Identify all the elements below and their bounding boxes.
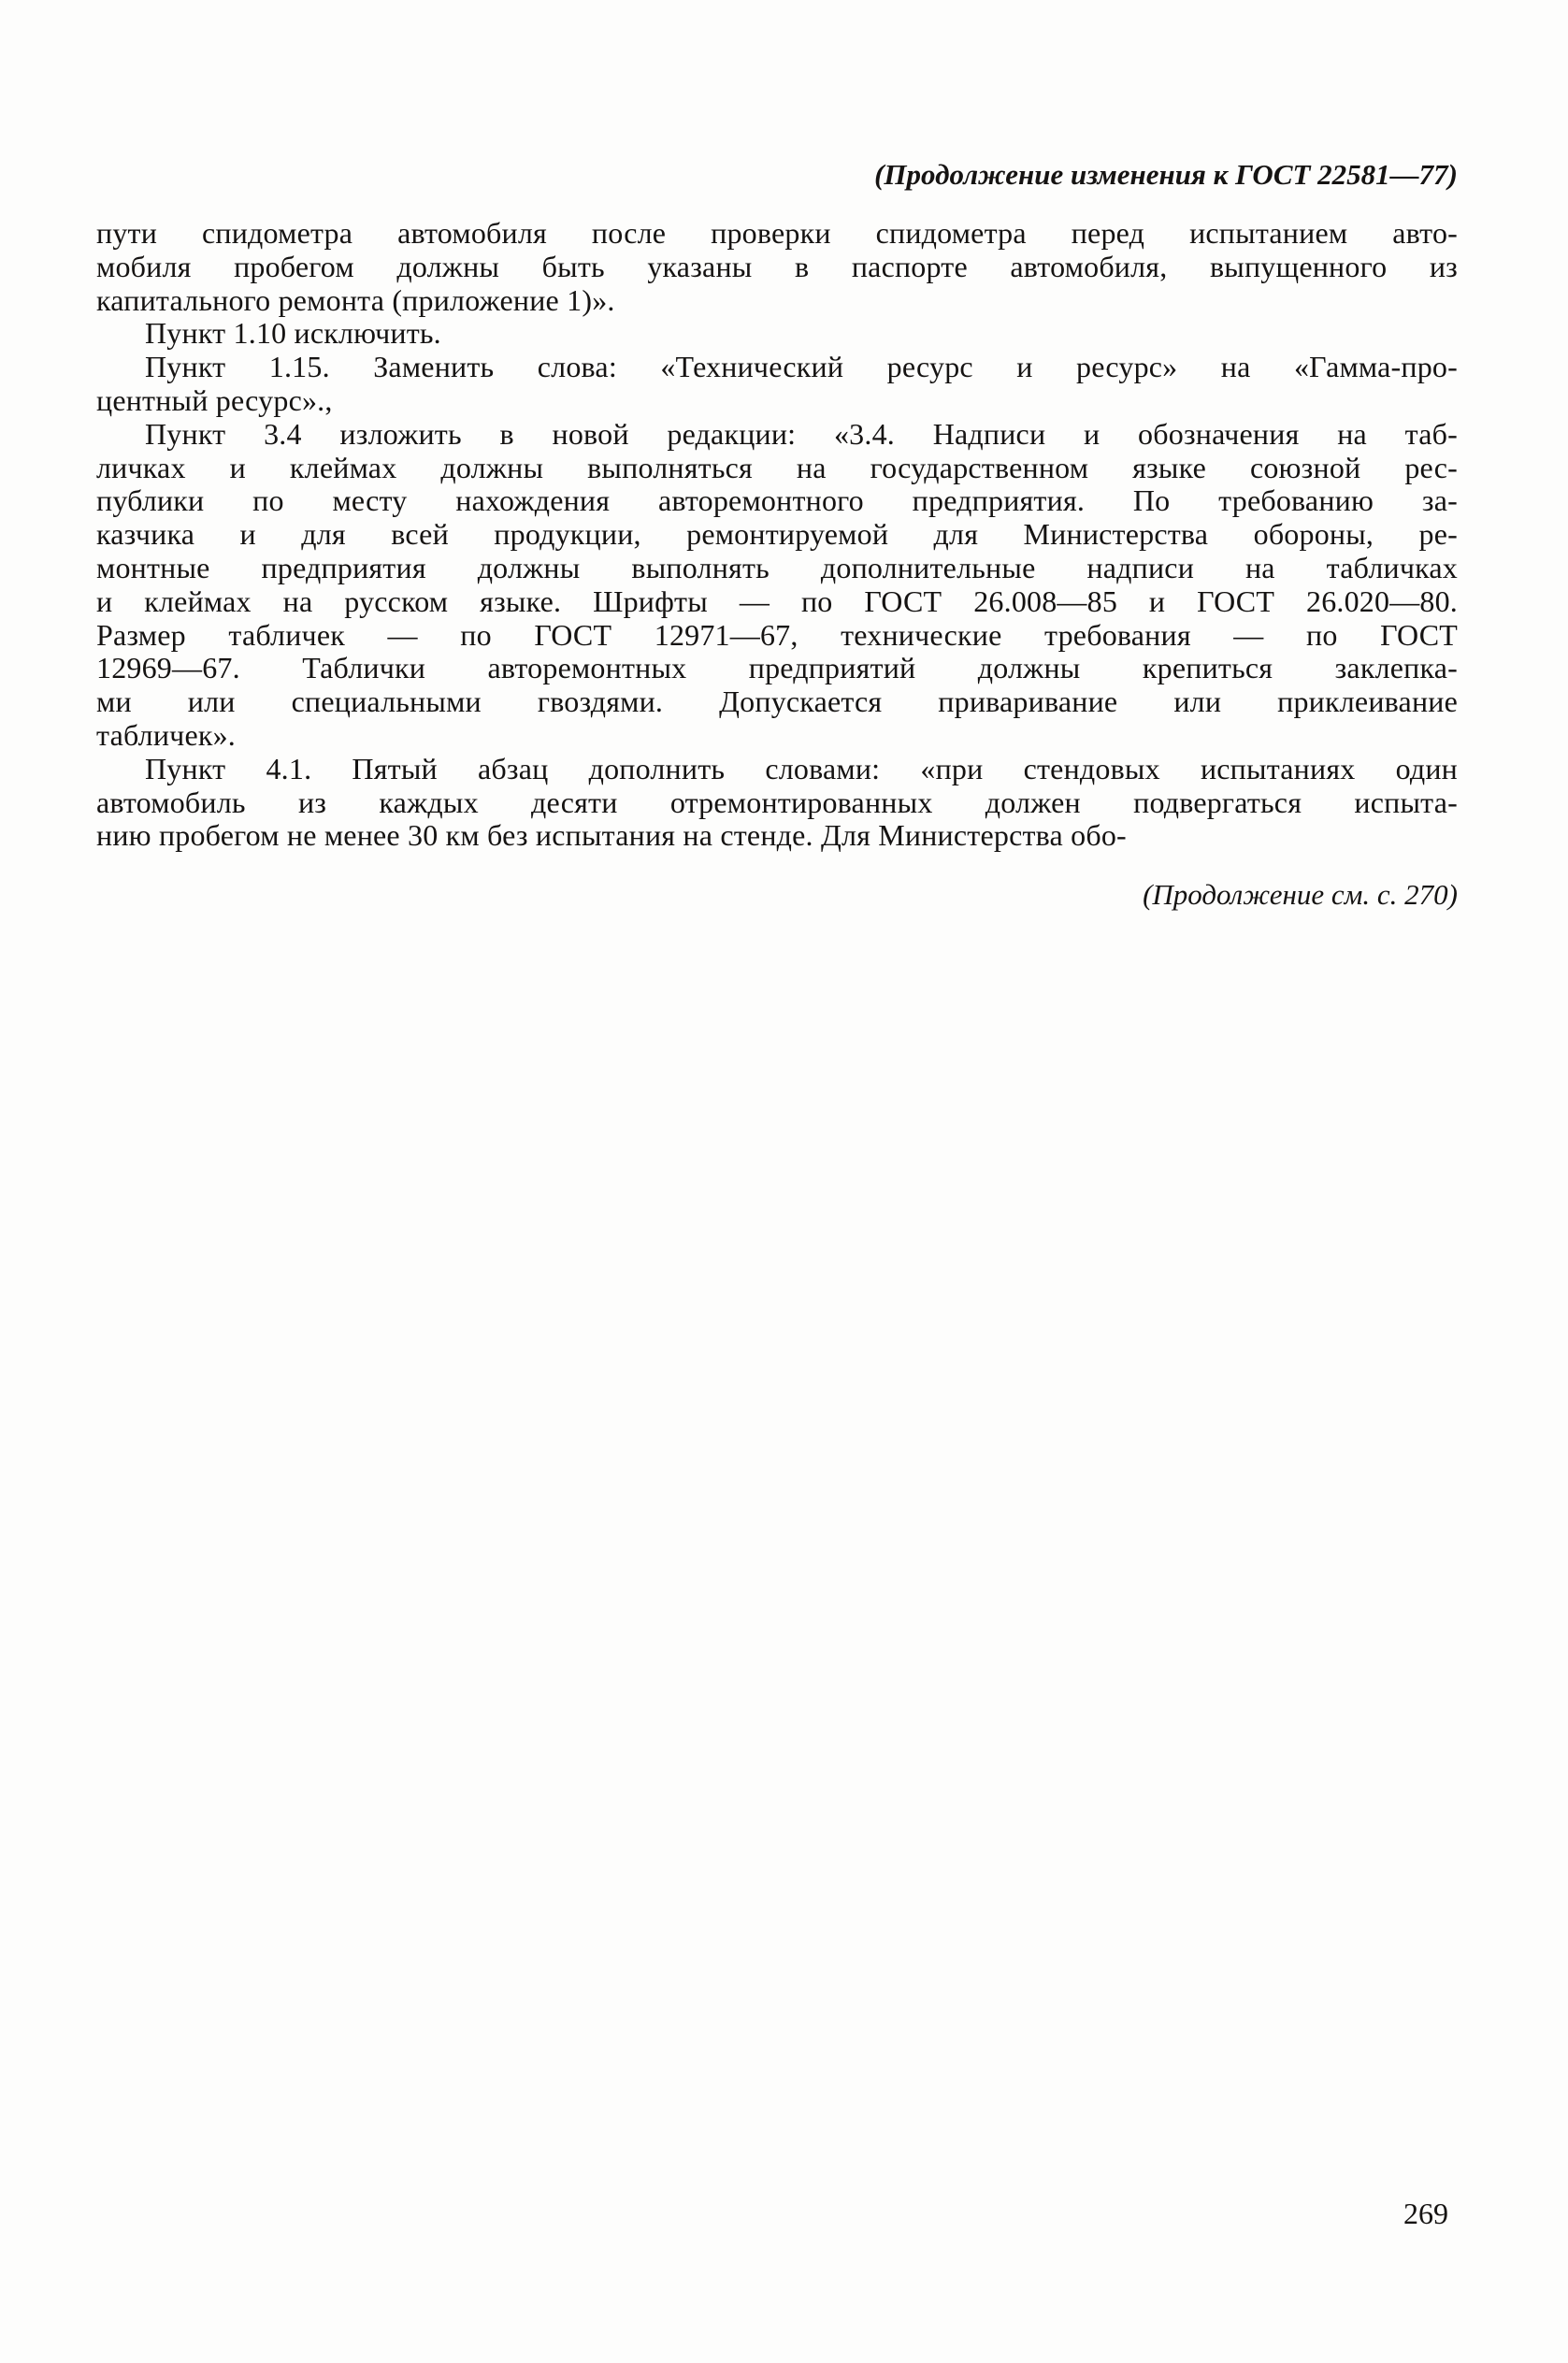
text-line: ми или специальными гвоздями. Допускается приваривание или приклеивание	[96, 685, 1458, 719]
text-line: монтные предприятия должны выполнять дополнительные надписи на табличках	[96, 551, 1458, 584]
text-column	[96, 157, 1458, 913]
text-line: мобиля пробегом должны быть указаны в паспорте автомобиля, выпущенного из	[96, 250, 1458, 283]
text-line: центный ресурс».,	[96, 383, 333, 417]
continuation-header: (Продолжение изменения к ГОСТ 22581—77)	[874, 158, 1458, 191]
text-line: 12969—67. Таблички авторемонтных предприятий должны крепиться заклепка-	[96, 652, 1458, 685]
continuation-footer: (Продолжение см. с. 270)	[1143, 878, 1458, 912]
text-line: личках и клеймах должны выполняться на государственном языке союзной рес-	[96, 451, 1458, 484]
text-line: публики по месту нахождения авторемонтного предприятия. По требованию за-	[96, 484, 1458, 518]
text-line: табличек».	[96, 718, 236, 752]
text-line: Пункт 4.1. Пятый абзац дополнить словами: «при стендовых испытаниях один	[145, 752, 1458, 785]
text-line: Пункт 1.10 исключить.	[145, 317, 441, 351]
text-line: казчика и для всей продукции, ремонтируемой для Министерства обороны, ре-	[96, 518, 1458, 552]
page-number: 269	[1403, 2197, 1448, 2230]
text-line: Размер табличек — по ГОСТ 12971—67, технические требования — по ГОСТ	[96, 618, 1458, 652]
text-line: автомобиль из каждых десяти отремонтированных должен подвергаться испыта-	[96, 785, 1458, 819]
text-line: и клеймах на русском языке. Шрифты — по ГОСТ 26.008—85 и ГОСТ 26.020—80.	[96, 584, 1458, 618]
text-line: капитального ремонта (приложение 1)».	[96, 283, 615, 317]
text-line: Пункт 1.15. Заменить слова: «Технический ресурс и ресурс» на «Гамма-про-	[145, 351, 1458, 384]
text-line: нию пробегом не менее 30 км без испытания на стенде. Для Министерства обо-	[96, 819, 1127, 853]
text-line: пути спидометра автомобиля после проверки спидометра перед испытанием авто-	[96, 217, 1458, 250]
document-body	[96, 217, 1458, 853]
text-line: Пункт 3.4 изложить в новой редакции: «3.4. Надписи и обозначения на таб-	[145, 417, 1458, 451]
